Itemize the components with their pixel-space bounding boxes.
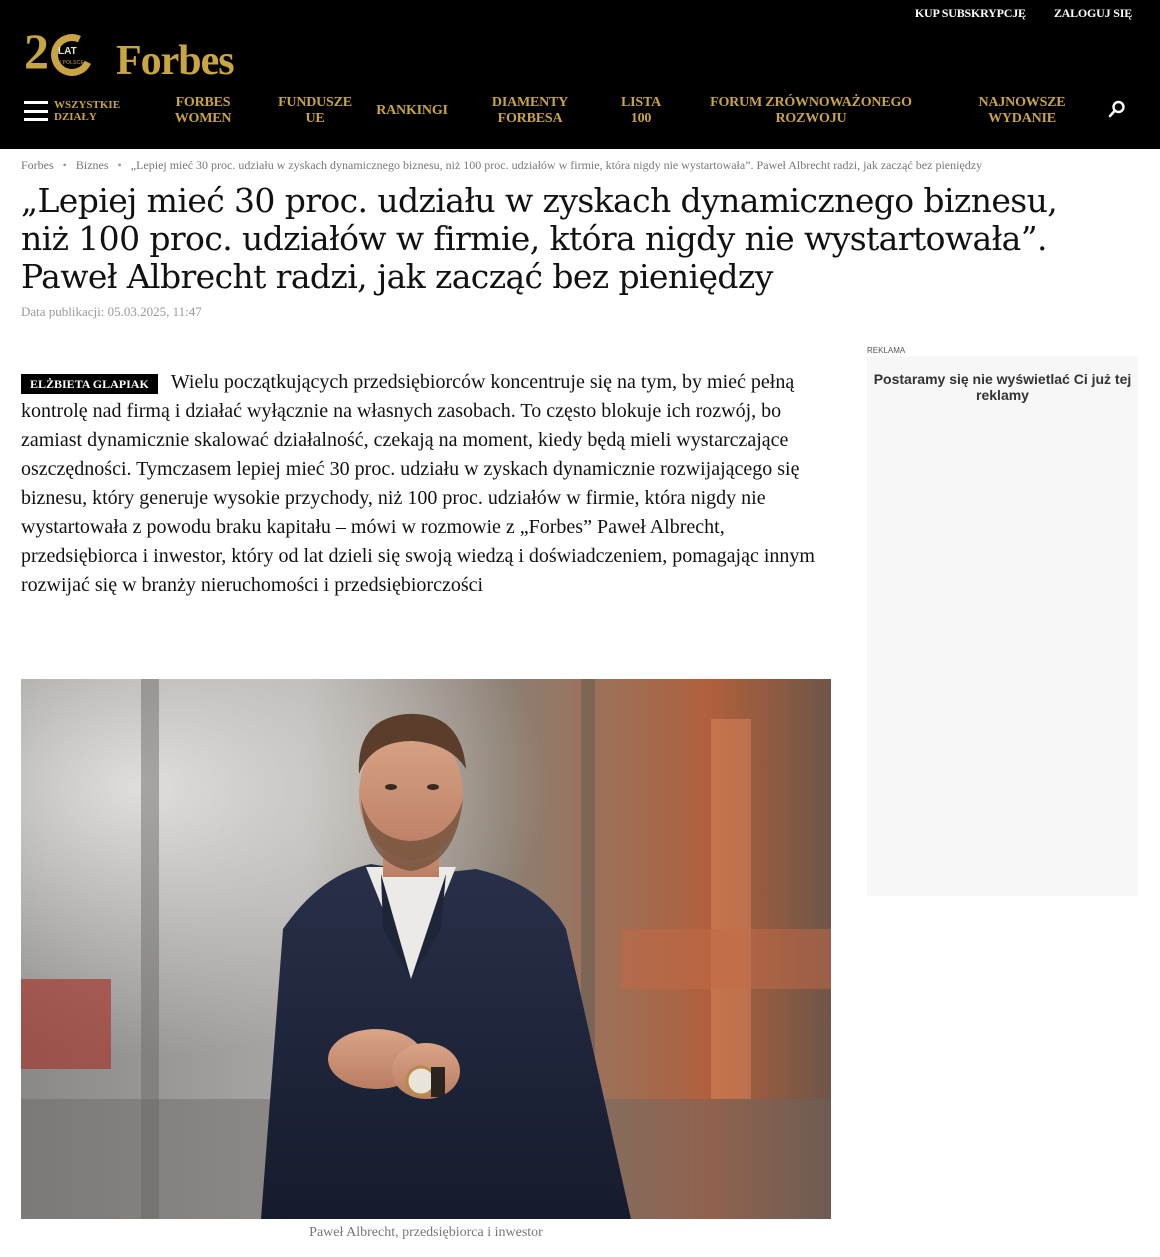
nav-item-najnowsze-wydanie[interactable]: NAJNOWSZE WYDANIE	[978, 95, 1066, 126]
title-line: Paweł Albrecht radzi, jak zacząć bez pieniędzy	[21, 257, 773, 296]
breadcrumb-separator: •	[117, 158, 122, 172]
nav-item-rankingi[interactable]: RANKINGI	[376, 103, 448, 118]
author-badge[interactable]: ELŻBIETA GLAPIAK	[21, 374, 158, 394]
logo-lat: LAT	[58, 46, 77, 57]
article-title	[21, 182, 1141, 296]
breadcrumb-home[interactable]: Forbes	[21, 158, 54, 172]
breadcrumb-separator: •	[62, 158, 67, 172]
site-header	[0, 0, 1160, 149]
anniversary-badge	[24, 23, 86, 82]
all-sections-button[interactable]	[24, 99, 120, 123]
search-icon[interactable]	[1108, 100, 1126, 118]
lead-text: Wielu początkujących przedsiębiorców koncentruje się na tym, by mieć pełną kontrolę nad firmą i działać wyłącznie na własnych zasobach. To często blokuje ich rozwój, bo zamiast dynamicznie skalować działalność, czekają na moment, kiedy będą mieli wystarczające oszczędności. Tymczasem lepiej mieć 30 proc. udziału w zyskach dynamicznie rozwijającego się biznesu, który generuje wysokie przychody, niż 100 proc. udziałów w firmie, która nigdy nie wystartowała z powodu braku kapitału – mówi w rozmowie z „Forbes” Paweł Albrecht, przedsiębiorca i inwestor, który od lat dzieli się swoją wiedzą i doświadczeniem, pomagając innym rozwijać się w branży nieruchomości i przedsiębiorczości	[21, 371, 815, 596]
nav-item-forbes-women[interactable]: FORBES WOMEN	[174, 95, 232, 126]
breadcrumb-current: „Lepiej mieć 30 proc. udziału w zyskach dynamicznego biznesu, niż 100 proc. udziałów w firmie, która nigdy nie wystartowała”. Paweł Albrecht radzi, jak zacząć bez pieniędzy	[130, 158, 983, 172]
portrait-illustration	[21, 679, 831, 1219]
logo-wpolsce: W POLSCE	[56, 60, 84, 66]
publication-date: Data publikacji: 05.03.2025, 11:47	[21, 304, 202, 319]
ad-slot[interactable]	[867, 356, 1138, 896]
nav-item-fundusze-ue[interactable]: FUNDUSZE UE	[278, 95, 352, 126]
nav-item-diamenty-forbesa[interactable]: DIAMENTY FORBESA	[491, 95, 569, 126]
photo-caption: Paweł Albrecht, przedsiębiorca i inwestor	[309, 1225, 543, 1240]
hamburger-icon	[24, 101, 48, 121]
breadcrumb-section[interactable]: Biznes	[75, 158, 109, 172]
menu-label-line1: WSZYSTKIE	[54, 99, 121, 111]
subscribe-link[interactable]: KUP SUBSKRYPCJĘ	[914, 6, 1026, 20]
ad-message: Postaramy się nie wyświetlać Ci już tej reklamy	[873, 371, 1132, 403]
menu-label-line2: DZIAŁY	[54, 111, 97, 123]
breadcrumb	[21, 158, 982, 173]
top-links	[915, 6, 1132, 21]
logo-wordmark: Forbes	[116, 38, 234, 84]
main-nav	[0, 93, 1160, 135]
logo-number: 2	[24, 23, 49, 79]
title-line: niż 100 proc. udziałów w firmie, która nigdy nie wystartowała”.	[21, 219, 1047, 258]
title-line: „Lepiej mieć 30 proc. udziału w zyskach dynamicznego biznesu,	[21, 181, 1058, 220]
forbes-logo[interactable]	[24, 23, 234, 84]
ad-label: REKLAMA	[867, 346, 906, 355]
article-photo	[21, 679, 831, 1219]
login-link[interactable]: ZALOGUJ SIĘ	[1053, 6, 1132, 20]
article-lead	[21, 368, 833, 600]
nav-item-lista-100[interactable]: LISTA 100	[621, 95, 661, 126]
nav-item-forum[interactable]: FORUM ZRÓWNOWAŻONEGO ROZWOJU	[710, 95, 912, 126]
